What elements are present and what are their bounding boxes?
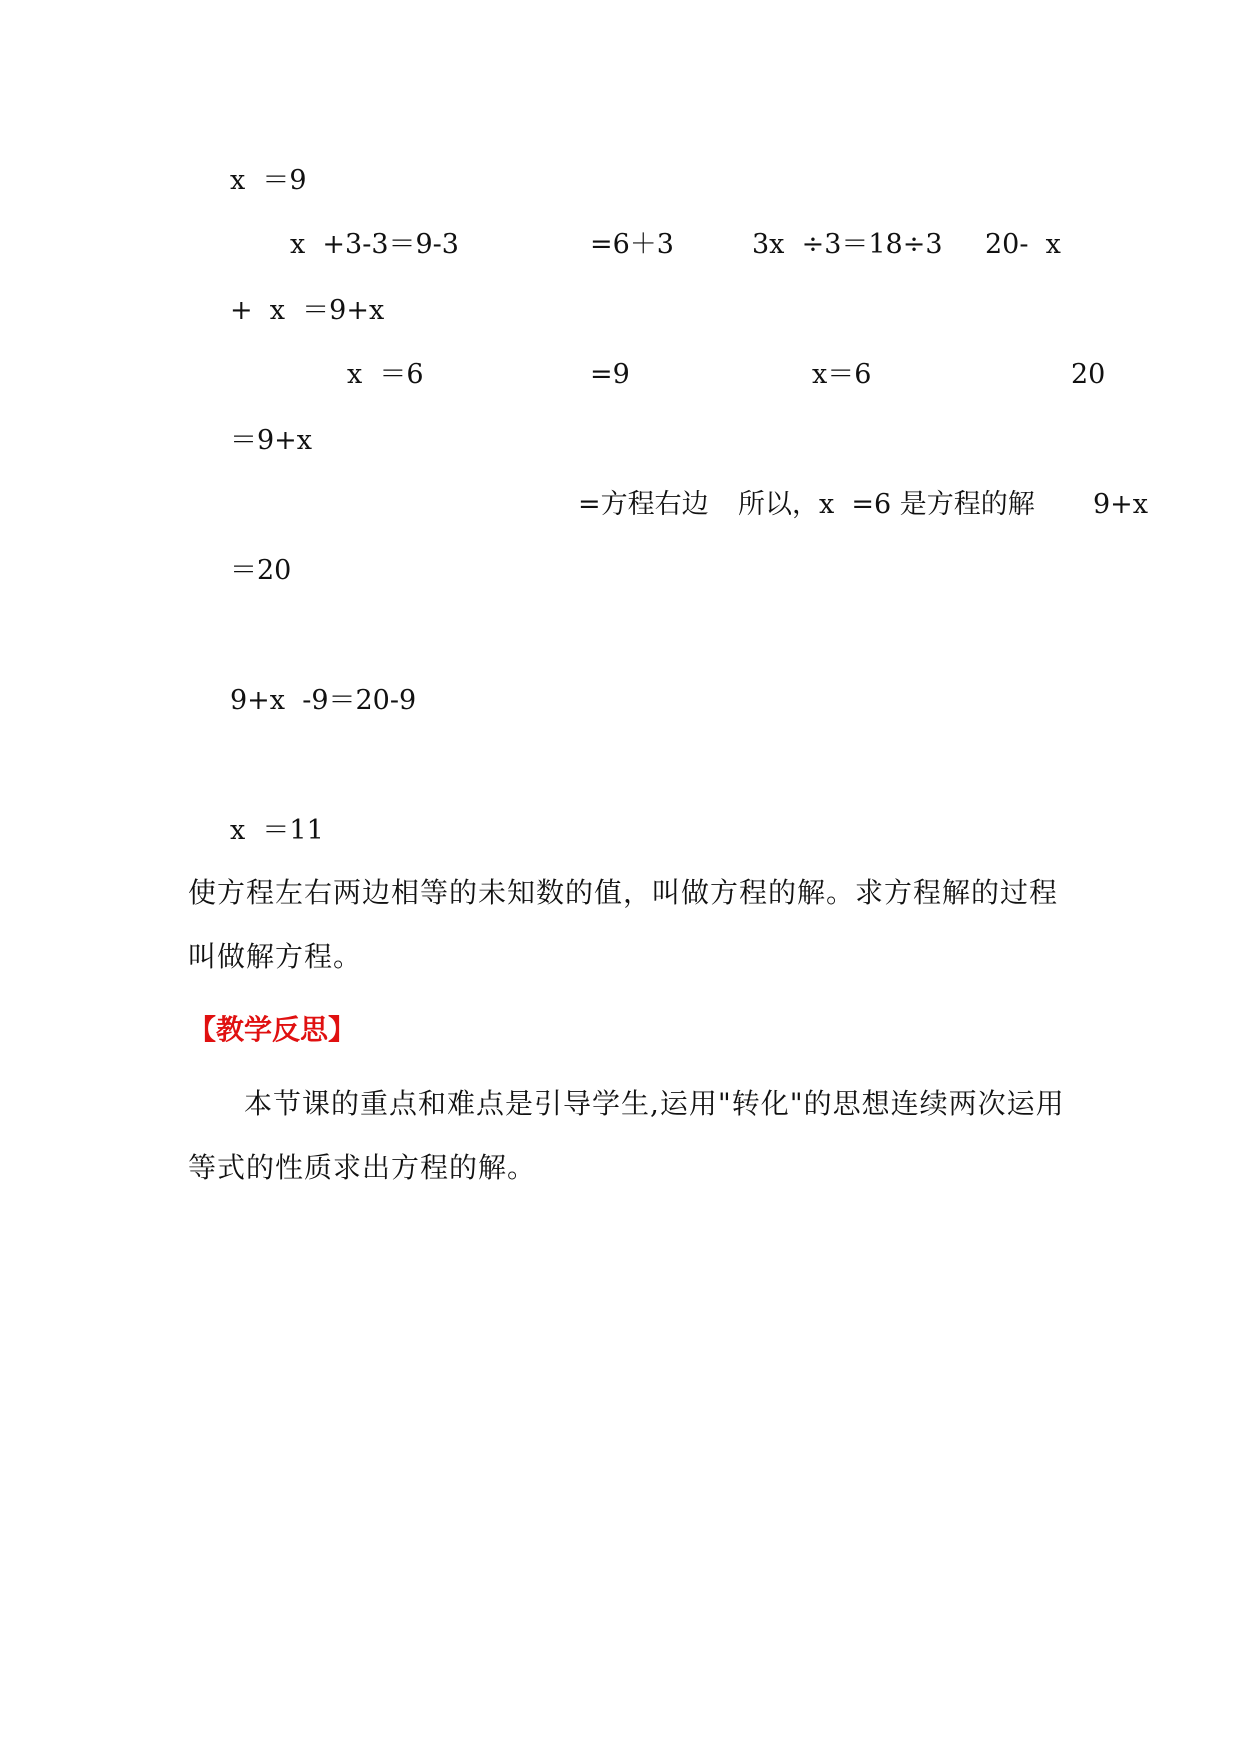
reflection-line-1: 本节课的重点和难点是引导学生,运用"转化"的思想连续两次运用	[244, 1087, 1065, 1120]
equation-eq-9-plus-x: ＝9+x	[230, 425, 313, 456]
equation-divide-3: 3x ÷3＝18÷3	[752, 229, 943, 260]
definition-line-1: 使方程左右两边相等的未知数的值，叫做方程的解。求方程解的过程	[188, 876, 1059, 909]
equation-eq-20: ＝20	[230, 555, 292, 586]
equation-x-eq-9: x ＝9	[230, 165, 307, 196]
reflection-line-2: 等式的性质求出方程的解。	[188, 1151, 537, 1184]
equation-right-side: =方程右边	[578, 489, 709, 520]
equation-x-eq-11: x ＝11	[230, 815, 324, 846]
equation-9-plus-x: 9+x	[1093, 489, 1149, 520]
equation-x-eq-6-b: x＝6	[812, 359, 872, 390]
reflection-heading: 【教学反思】	[188, 1013, 357, 1046]
definition-line-2: 叫做解方程。	[188, 940, 363, 973]
equation-check-6-plus-3: =6＋3	[590, 229, 674, 260]
equation-plus-x: + x ＝9+x	[230, 295, 385, 326]
equation-subtract-9: 9+x -9＝20-9	[230, 685, 417, 716]
equation-20-minus-x: 20- x	[985, 229, 1061, 260]
equation-20: 20	[1071, 359, 1106, 390]
equation-eq-9: =9	[590, 359, 630, 390]
equation-subtract-3: x +3-3＝9-3	[290, 229, 459, 260]
equation-x-eq-6: x ＝6	[347, 359, 424, 390]
equation-conclusion: 所以，x =6 是方程的解	[738, 489, 1035, 520]
